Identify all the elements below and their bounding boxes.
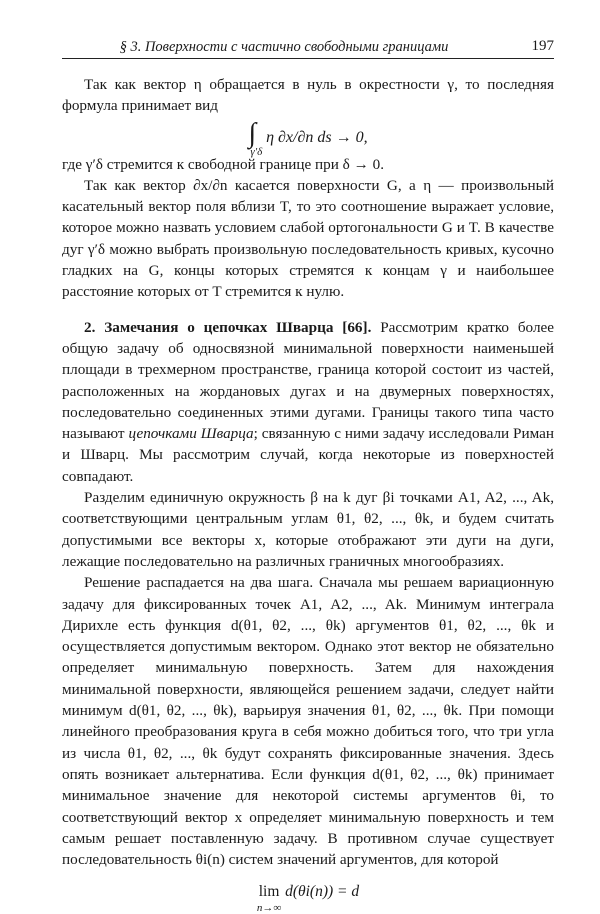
paragraph-2: где γ′δ стремится к свободной границе при δ → 0. <box>62 155 384 173</box>
integral-sign: ∫ γ′δ <box>248 123 262 149</box>
paragraph-6: Решение распадается на два шага. Сначала мы решаем вариационную задачу для фиксированных точек A1, A2, ..., Ak. Минимум интеграла Дирихле есть функция d(θ1, θ2, ..., θk) аргументов θ1, θ2, ..., θk и осуществляется допустимым вектором. Однако этот вектор не обязательно определяет минимальную поверхность. Затем для нахождения минимальной поверхности, являющейся решением задачи, следует найти минимум d(θ1, θ2, ..., θk), варьируя значения θ1, θ2, ..., θk. При помощи линейного преобразования круга в себя можно добиться того, что три угла из числа θ1, θ2, ..., θk будут сохранять фиксированные значения. Здесь опять возникает альтернатива. Если функция d(θ1, θ2, ..., θk) принимает минимальное значение для некоторой системы аргументов θi, то соответствующий вектор x определяет минимальную поверхность и тем самым решает поставленную задачу. В противном случае существует последовательность θi(n) систем значений аргументов, для которой <box>62 574 554 869</box>
header-title: § 3. Поверхности с частично свободными границами <box>119 39 449 55</box>
limit-expression: d(θi(n)) = d <box>285 883 360 901</box>
paragraph-4 <box>62 317 554 487</box>
paragraph-4-text-b: ; связанную с ними задачу исследовали Риман и Шварц. Мы рассмотрим случай, когда некоторые из поверхностей совпадают. <box>62 425 555 485</box>
paragraph-4-text-a: Рассмотрим кратко более общую задачу об односвязной минимальной поверхности наименьшей площади в трехмерном пространстве, граница которой состоит из частей, расположенных на жордановых дугах и на двумерных поверхностях, последовательно соединенных этими дугами. Границы такого типа часто называют <box>62 318 555 443</box>
section-heading: 2. Замечания о цепочках Шварца [66]. <box>84 318 372 336</box>
paragraph-5: Разделим единичную окружность β на k дуг βi точками A1, A2, ..., Ak, соответствующими центральным углам θ1, θ2, ..., θk, и будем считать допустимыми все векторы x, которые отображают эти дуги на дуги, лежащие последовательно на различных граничных многообразиях. <box>62 489 554 570</box>
formula-integral <box>62 117 554 158</box>
limit-operator: lim n→∞ <box>256 883 282 914</box>
limit-subscript: n→∞ <box>256 902 282 914</box>
page-number: 197 <box>531 38 554 54</box>
integral-integrand: η ∂x/∂n ds → 0, <box>266 128 368 146</box>
integral-limit: γ′δ <box>250 145 263 158</box>
formula-limit <box>62 882 554 914</box>
page-body <box>62 74 554 914</box>
paragraph-1: Так как вектор η обращается в нуль в окрестности γ, то последняя формула принимает вид <box>62 76 554 115</box>
paragraph-4-emphasis: цепочками Шварца <box>128 425 254 443</box>
running-header <box>62 38 554 59</box>
paragraph-3: Так как вектор ∂x/∂n касается поверхности G, а η — произвольный касательный вектор поля вблизи T, то это соотношение выражает условие, которое можно назвать условием слабой ортогональности G и T. В качестве дуг γ′δ можно выбрать произвольную последовательность кривых, кусочно гладких на G, концы которых стремятся к концам γ и наибольшее расстояние которых от T стремится к нулю. <box>62 176 554 301</box>
